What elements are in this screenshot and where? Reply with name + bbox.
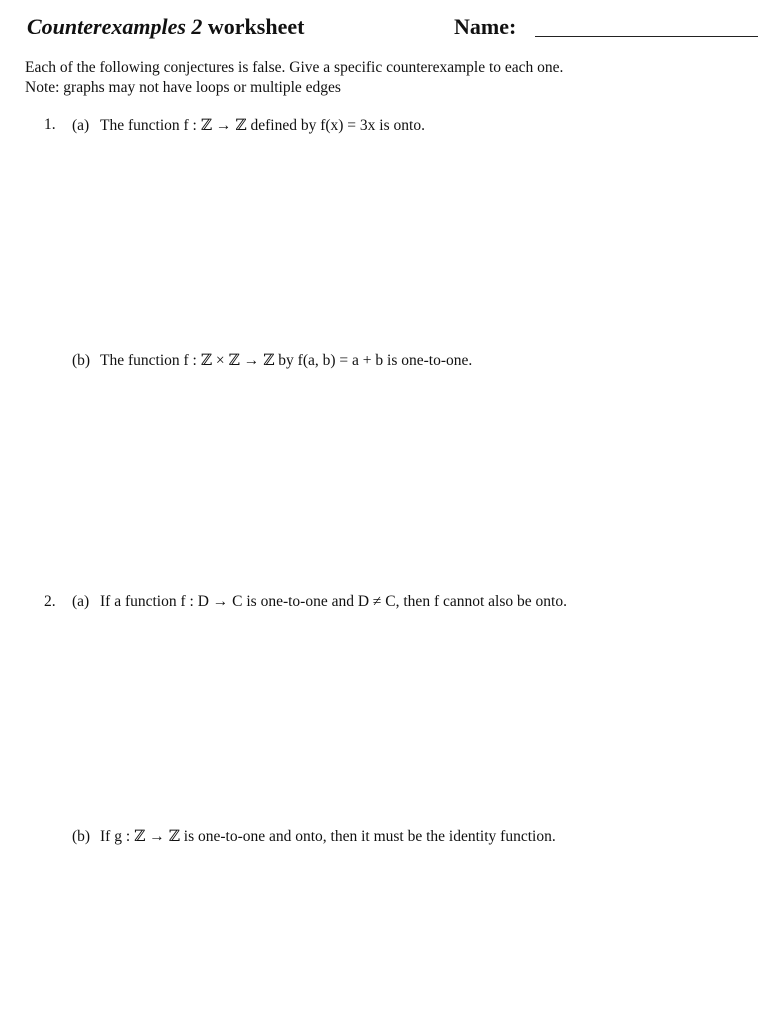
title-row <box>27 14 762 44</box>
title-italic: Counterexamples 2 <box>27 14 203 39</box>
problem-1a-text: The function f : ℤ → ℤ defined by f(x) = 3x is onto. <box>100 117 425 134</box>
problem-1a-label: (a) <box>72 117 90 134</box>
problem-1b <box>72 351 472 370</box>
problem-2a <box>72 593 567 611</box>
problem-2b-label: (b) <box>72 828 91 845</box>
problem-2-number: 2. <box>44 593 56 610</box>
instructions <box>25 58 563 98</box>
worksheet-title <box>27 14 304 40</box>
problem-1b-text: The function f : ℤ × ℤ → ℤ by f(a, b) = a + b is one-to-one. <box>100 352 473 369</box>
name-blank-line[interactable] <box>535 36 758 37</box>
problem-2a-label: (a) <box>72 593 90 610</box>
name-label: Name: <box>454 14 517 39</box>
problem-2b <box>72 827 556 846</box>
problem-1b-label: (b) <box>72 352 91 369</box>
problem-1-number: 1. <box>44 116 56 133</box>
title-rest: worksheet <box>207 14 305 39</box>
problem-2b-text: If g : ℤ → ℤ is one-to-one and onto, then it must be the identity function. <box>100 828 556 845</box>
problem-2a-text: If a function f : D → C is one-to-one and D ≠ C, then f cannot also be onto. <box>100 593 567 610</box>
instructions-line-2: Note: graphs may not have loops or multiple edges <box>25 79 341 96</box>
problem-1a <box>72 116 425 135</box>
instructions-line-1: Each of the following conjectures is false. Give a specific counterexample to each one. <box>25 59 564 76</box>
